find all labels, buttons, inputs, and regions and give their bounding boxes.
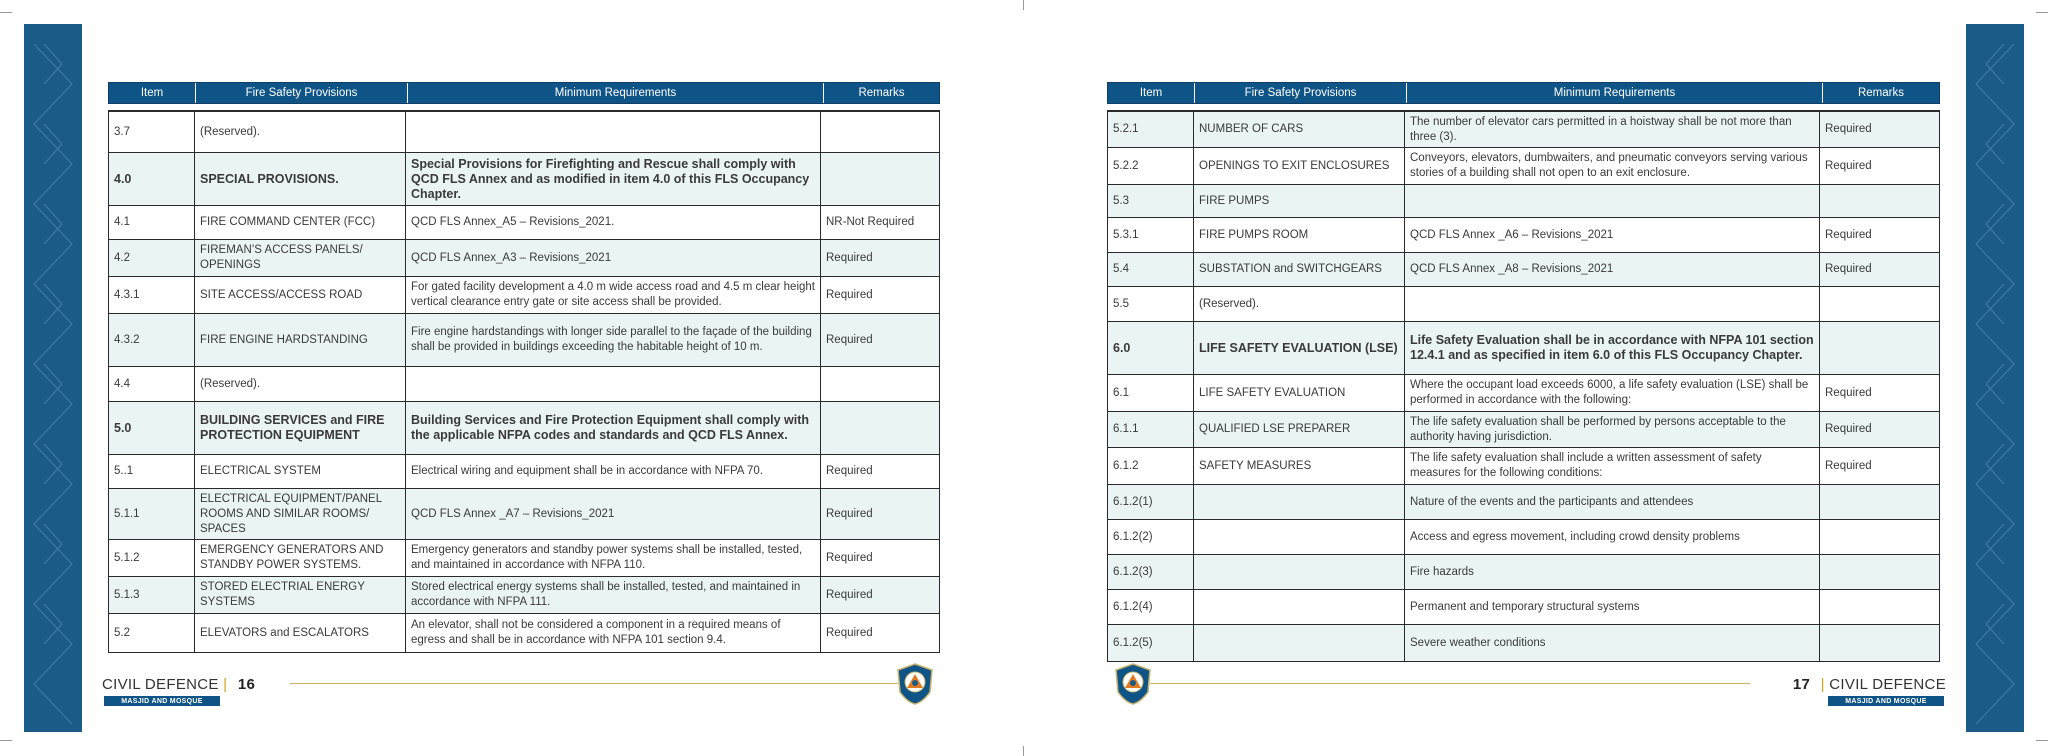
item-cell: 4.3.2 xyxy=(109,314,195,366)
table-row xyxy=(1108,322,1939,375)
brand-name: CIVIL DEFENCE xyxy=(102,676,219,693)
item-cell: 5.3 xyxy=(1108,185,1194,217)
remark-cell xyxy=(1820,485,1939,519)
remark-cell xyxy=(1820,625,1939,661)
table-body xyxy=(108,110,940,653)
table-row xyxy=(1108,590,1939,625)
provision-cell: FIRE ENGINE HARDSTANDING xyxy=(195,314,406,366)
crop-mark xyxy=(1023,746,1024,756)
provision-cell: (Reserved). xyxy=(195,112,406,152)
footer-tag-left: MASJID AND MOSQUE xyxy=(104,696,220,706)
remark-cell: Required xyxy=(826,251,873,264)
requirement-cell: Life Safety Evaluation shall be in accordance with NFPA 101 section 12.4.1 and as specified in item 6.0 of this FLS Occupancy Chapter. xyxy=(1405,322,1820,374)
item-cell: 6.1.1 xyxy=(1108,412,1194,447)
header-item: Item xyxy=(109,83,196,103)
item-cell: 6.1.2 xyxy=(1108,448,1194,484)
table-row xyxy=(109,112,939,153)
header-requirements: Minimum Requirements xyxy=(1407,83,1823,103)
table-row xyxy=(1108,112,1939,148)
remark-cell xyxy=(821,112,939,152)
table-header xyxy=(108,82,940,104)
table-row xyxy=(1108,412,1939,448)
brand-separator: | xyxy=(223,676,228,693)
remark-cell xyxy=(821,153,939,205)
item-cell: 6.1.2(3) xyxy=(1108,555,1194,589)
crop-mark xyxy=(2036,12,2048,13)
provision-cell: LIFE SAFETY EVALUATION (LSE) xyxy=(1194,322,1405,374)
item-cell: 5.1.2 xyxy=(109,540,195,576)
page-number-right: 17 xyxy=(1792,676,1811,693)
page-number-left: 16 xyxy=(237,676,256,693)
table-row xyxy=(1108,625,1939,661)
provision-cell: (Reserved). xyxy=(195,367,406,401)
requirement-cell xyxy=(1405,287,1820,321)
footer-brand-right xyxy=(1787,676,1946,693)
provision-cell xyxy=(1194,625,1405,661)
right-decorative-band xyxy=(1966,24,2024,732)
provision-cell: STORED ELECTRIAL ENERGY SYSTEMS xyxy=(195,577,406,613)
crop-mark xyxy=(0,740,12,741)
requirement-cell: The life safety evaluation shall be performed by persons acceptable to the authority having jurisdiction. xyxy=(1405,412,1820,447)
item-cell: 5.1.1 xyxy=(109,489,195,539)
remark-cell: Required xyxy=(826,626,873,639)
footer-rule-left xyxy=(290,683,898,684)
provision-cell: ELECTRICAL EQUIPMENT/PANEL ROOMS AND SIMILAR ROOMS/ SPACES xyxy=(195,489,406,539)
remark-cell xyxy=(1820,185,1939,217)
crop-mark xyxy=(0,12,12,13)
requirement-cell: For gated facility development a 4.0 m wide access road and 4.5 m clear height vertical clearance entry gate or site access shall be provided. xyxy=(406,277,821,313)
provision-cell: BUILDING SERVICES and FIRE PROTECTION EQUIPMENT xyxy=(195,402,406,454)
header-requirements: Minimum Requirements xyxy=(408,83,824,103)
remark-cell: Required xyxy=(1825,123,1872,135)
provision-cell: (Reserved). xyxy=(1194,287,1405,321)
table-row xyxy=(109,153,939,206)
remark-cell xyxy=(1820,520,1939,554)
table-row xyxy=(109,402,939,455)
remark-cell: Required xyxy=(1825,459,1872,472)
requirement-cell: Emergency generators and standby power systems shall be installed, tested, and maintained in accordance with NFPA 110. xyxy=(406,540,821,576)
header-remarks: Remarks xyxy=(858,87,905,99)
requirement-cell: QCD FLS Annex_A5 – Revisions_2021. xyxy=(406,206,821,239)
provision-cell: OPENINGS TO EXIT ENCLOSURES xyxy=(1194,148,1405,184)
requirement-cell: Permanent and temporary structural systems xyxy=(1405,590,1820,624)
header-provisions: Fire Safety Provisions xyxy=(196,83,408,103)
pattern-graphic xyxy=(1966,24,2024,732)
remark-cell: Required xyxy=(826,588,873,601)
requirement-cell: Access and egress movement, including crowd density problems xyxy=(1405,520,1820,554)
item-cell: 5.4 xyxy=(1108,253,1194,286)
provision-cell: SUBSTATION and SWITCHGEARS xyxy=(1194,253,1405,286)
item-cell: 3.7 xyxy=(109,112,195,152)
table-row xyxy=(109,367,939,402)
remark-cell: Required xyxy=(826,551,873,564)
table-row xyxy=(1108,520,1939,555)
requirement-cell: Nature of the events and the participants and attendees xyxy=(1405,485,1820,519)
remark-cell: Required xyxy=(826,507,873,520)
provision-cell: SITE ACCESS/ACCESS ROAD xyxy=(195,277,406,313)
item-cell: 4.2 xyxy=(109,240,195,276)
requirement-cell: Severe weather conditions xyxy=(1405,625,1820,661)
table-row xyxy=(109,240,939,277)
table-row xyxy=(109,540,939,577)
provision-cell: NUMBER OF CARS xyxy=(1194,112,1405,147)
provision-cell: SPECIAL PROVISIONS. xyxy=(195,153,406,205)
requirement-cell: Fire hazards xyxy=(1405,555,1820,589)
table-body xyxy=(1107,110,1940,662)
civil-defence-emblem-left xyxy=(895,662,935,706)
requirement-cell: Building Services and Fire Protection Equipment shall comply with the applicable NFPA codes and standards and QCD FLS Annex. xyxy=(406,402,821,454)
provision-cell: FIRE PUMPS ROOM xyxy=(1194,218,1405,252)
table-row xyxy=(109,489,939,540)
item-cell: 4.3.1 xyxy=(109,277,195,313)
requirement-cell: QCD FLS Annex _A7 – Revisions_2021 xyxy=(406,489,821,539)
fire-safety-table-right xyxy=(1107,82,1940,662)
requirement-cell: Special Provisions for Firefighting and Rescue shall comply with QCD FLS Annex and as modified in item 4.0 of this FLS Occupancy Chapter. xyxy=(406,153,821,205)
header-item: Item xyxy=(1108,83,1195,103)
item-cell: 6.1.2(4) xyxy=(1108,590,1194,624)
requirement-cell xyxy=(1405,185,1820,217)
item-cell: 6.1.2(2) xyxy=(1108,520,1194,554)
fire-safety-table-left xyxy=(108,82,940,653)
requirement-cell: QCD FLS Annex _A6 – Revisions_2021 xyxy=(1405,218,1820,252)
provision-cell: FIREMAN’S ACCESS PANELS/ OPENINGS xyxy=(195,240,406,276)
table-row xyxy=(109,277,939,314)
remark-cell: Required xyxy=(1825,159,1872,172)
table-row xyxy=(1108,555,1939,590)
item-cell: 5.1.3 xyxy=(109,577,195,613)
requirement-cell: Where the occupant load exceeds 6000, a life safety evaluation (LSE) shall be performed in accordance with the following: xyxy=(1405,375,1820,411)
table-row xyxy=(109,577,939,614)
table-row xyxy=(1108,485,1939,520)
requirement-cell: QCD FLS Annex_A3 – Revisions_2021 xyxy=(406,240,821,276)
table-row xyxy=(1108,287,1939,322)
table-row xyxy=(1108,148,1939,185)
provision-cell: EMERGENCY GENERATORS AND STANDBY POWER SYSTEMS. xyxy=(195,540,406,576)
pattern-graphic xyxy=(24,24,82,732)
item-cell: 5.5 xyxy=(1108,287,1194,321)
provision-cell xyxy=(1194,520,1405,554)
requirement-cell xyxy=(406,112,821,152)
header-remarks: Remarks xyxy=(1857,87,1904,99)
requirement-cell xyxy=(406,367,821,401)
item-cell: 6.1.2(5) xyxy=(1108,625,1194,661)
remark-cell xyxy=(1820,555,1939,589)
item-cell: 4.0 xyxy=(109,153,195,205)
brand-separator: | xyxy=(1820,676,1825,693)
provision-cell: FIRE PUMPS xyxy=(1194,185,1405,217)
remark-cell: Required xyxy=(1825,228,1872,241)
item-cell: 6.1 xyxy=(1108,375,1194,411)
item-cell: 5..1 xyxy=(109,455,195,488)
table-row xyxy=(1108,253,1939,287)
left-decorative-band xyxy=(24,24,82,732)
header-provisions: Fire Safety Provisions xyxy=(1195,83,1407,103)
provision-cell: ELECTRICAL SYSTEM xyxy=(195,455,406,488)
remark-cell xyxy=(821,402,939,454)
requirement-cell: The life safety evaluation shall include a written assessment of safety measures for the following conditions: xyxy=(1405,448,1820,484)
remark-cell xyxy=(1820,287,1939,321)
remark-cell xyxy=(1820,322,1939,374)
requirement-cell: Conveyors, elevators, dumbwaiters, and pneumatic conveyors serving various stories of a building shall not open to an exit enclosure. xyxy=(1405,148,1820,184)
provision-cell: ELEVATORS and ESCALATORS xyxy=(195,614,406,652)
remark-cell xyxy=(1820,590,1939,624)
remark-cell: Required xyxy=(1825,423,1872,435)
provision-cell xyxy=(1194,590,1405,624)
crop-mark xyxy=(1023,0,1024,10)
table-row xyxy=(109,614,939,652)
brand-name: CIVIL DEFENCE xyxy=(1829,676,1946,693)
item-cell: 4.1 xyxy=(109,206,195,239)
requirement-cell: QCD FLS Annex _A8 – Revisions_2021 xyxy=(1405,253,1820,286)
provision-cell: FIRE COMMAND CENTER (FCC) xyxy=(195,206,406,239)
remark-cell: Required xyxy=(826,333,873,346)
item-cell: 5.3.1 xyxy=(1108,218,1194,252)
item-cell: 5.0 xyxy=(109,402,195,454)
provision-cell xyxy=(1194,485,1405,519)
item-cell: 5.2.2 xyxy=(1108,148,1194,184)
table-row xyxy=(109,206,939,240)
table-row xyxy=(1108,218,1939,253)
remark-cell: Required xyxy=(1825,263,1872,275)
remark-cell: Required xyxy=(826,465,873,477)
remark-cell: NR-Not Required xyxy=(826,216,915,228)
item-cell: 6.0 xyxy=(1108,322,1194,374)
item-cell: 5.2.1 xyxy=(1108,112,1194,147)
remark-cell xyxy=(821,367,939,401)
item-cell: 5.2 xyxy=(109,614,195,652)
civil-defence-emblem-right xyxy=(1113,662,1153,706)
table-row xyxy=(1108,448,1939,485)
table-row xyxy=(1108,375,1939,412)
table-row xyxy=(109,314,939,367)
requirement-cell: The number of elevator cars permitted in a hoistway shall be not more than three (3). xyxy=(1405,112,1820,147)
remark-cell: Required xyxy=(826,288,873,301)
requirement-cell: Electrical wiring and equipment shall be in accordance with NFPA 70. xyxy=(406,455,821,488)
table-header xyxy=(1107,82,1940,104)
requirement-cell: Fire engine hardstandings with longer side parallel to the façade of the building shall be provided in buildings exceeding the habitable height of 10 m. xyxy=(406,314,821,366)
item-cell: 4.4 xyxy=(109,367,195,401)
remark-cell: Required xyxy=(1825,386,1872,399)
footer-brand-left xyxy=(102,676,261,693)
requirement-cell: Stored electrical energy systems shall be installed, tested, and maintained in accordance with NFPA 111. xyxy=(406,577,821,613)
provision-cell xyxy=(1194,555,1405,589)
provision-cell: SAFETY MEASURES xyxy=(1194,448,1405,484)
requirement-cell: An elevator, shall not be considered a component in a required means of egress and shall be in accordance with NFPA 101 section 9.4. xyxy=(406,614,821,652)
crop-mark xyxy=(2036,740,2048,741)
table-row xyxy=(1108,185,1939,218)
table-row xyxy=(109,455,939,489)
item-cell: 6.1.2(1) xyxy=(1108,485,1194,519)
footer-tag-right: MASJID AND MOSQUE xyxy=(1828,696,1944,706)
footer-rule-right xyxy=(1150,683,1750,684)
provision-cell: LIFE SAFETY EVALUATION xyxy=(1194,375,1405,411)
provision-cell: QUALIFIED LSE PREPARER xyxy=(1194,412,1405,447)
